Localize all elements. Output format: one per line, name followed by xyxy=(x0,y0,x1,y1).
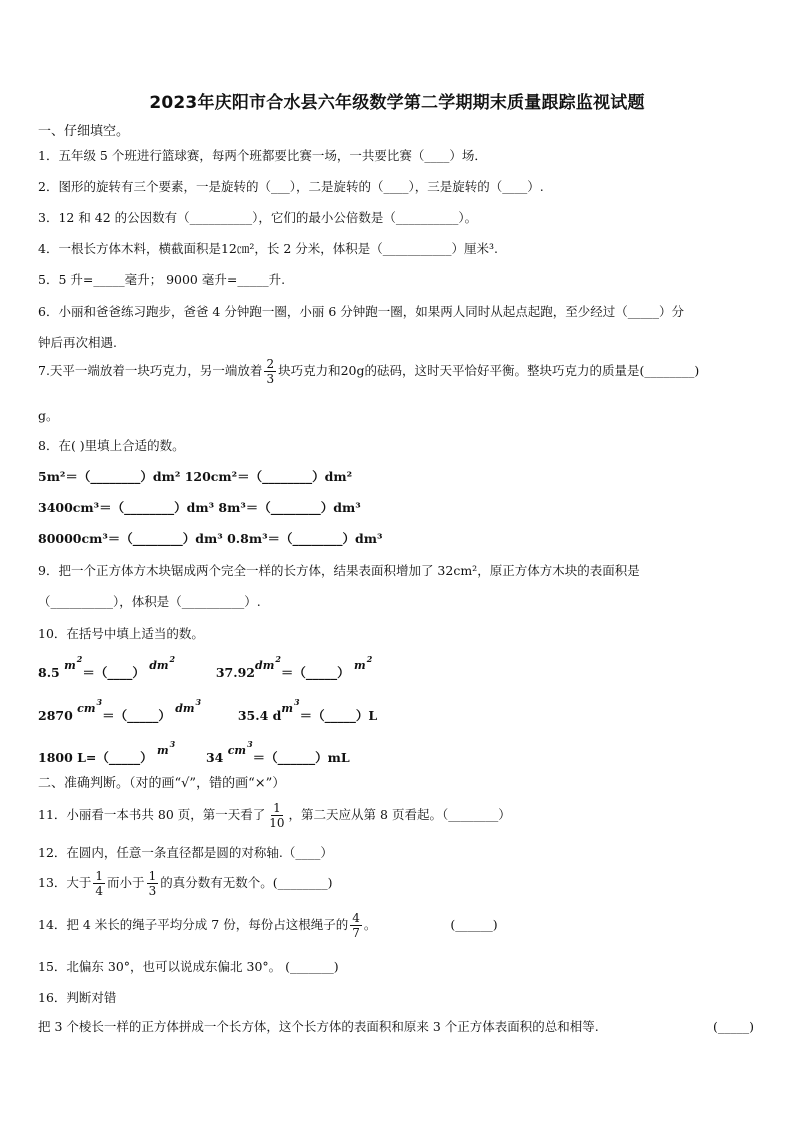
question-7-text-after: 块巧克力和20g的砝码，这时天平恰好平衡。整块巧克力的质量是(________) xyxy=(278,363,700,378)
q10-blank-3: ＝（_____） xyxy=(102,708,171,723)
fraction-one-quarter: $\frac{1}{4}$ xyxy=(95,869,104,898)
question-7-line-2: g。 xyxy=(38,408,59,423)
q10-blank-6: ＝（______）mL xyxy=(252,750,350,765)
question-9-line-1: 9．把一个正方体方木块锯成两个完全一样的长方体，结果表面积增加了 32cm²，原正方体方木块的表面积是 xyxy=(38,563,640,578)
question-7 xyxy=(38,358,699,385)
fraction-two-thirds: $\frac{2}{3}$ xyxy=(266,357,275,386)
unit-m3-b: $m^3$ xyxy=(157,739,176,757)
section-heading-fill-in: 一、仔细填空。 xyxy=(38,124,130,139)
q10-blank-4: ＝（_____）L xyxy=(299,708,378,723)
question-8-row-3: 80000cm³＝（________）dm³ 0.8m³＝（________）dm³ xyxy=(38,531,383,546)
question-15: 15．北偏东 30°，也可以说成东偏北 30°。 (_______) xyxy=(38,959,339,974)
unit-dm2-b: $dm^2$ xyxy=(255,654,281,672)
question-16: 16．判断对错 xyxy=(38,990,117,1005)
q10-blank-2: ＝（_____） xyxy=(280,665,350,680)
page-title: 2023年庆阳市合水县六年级数学第二学期期末质量跟踪监视试题 xyxy=(149,93,645,113)
question-6-line-1: 6．小丽和爸爸练习跑步，爸爸 4 分钟跑一圈，小丽 6 分钟跑一圈，如果两人同时从起点起跑，至少经过（_____）分 xyxy=(38,304,685,319)
fraction-one-third: $\frac{1}{3}$ xyxy=(148,869,157,898)
question-9-line-2: （__________），体积是（__________）. xyxy=(38,594,261,609)
q10-value-1800: 1800 L=（_____） xyxy=(38,750,153,765)
question-1: 1．五年级 5 个班进行篮球赛，每两个班都要比赛一场，一共要比赛（____）场． xyxy=(38,148,487,163)
question-13-text-before: 13．大于 xyxy=(38,875,92,890)
q10-blank-1: ＝（____） xyxy=(82,665,145,680)
unit-m3: $m^3$ xyxy=(281,697,300,715)
question-8: 8．在( )里填上合适的数。 xyxy=(38,438,185,453)
q10-value-2870: 2870 xyxy=(38,708,73,723)
question-16-statement: 把 3 个棱长一样的正方体拼成一个长方体，这个长方体的表面积和原来 3 个正方体表面积的总和相等. xyxy=(38,1019,599,1034)
q10-value-34: 34 xyxy=(205,750,224,765)
q10-value-37-92: 37.92 xyxy=(215,665,255,680)
question-16-answer-blank: (_____) xyxy=(712,1019,754,1034)
question-8-row-1: 5m²＝（________）dm² 120cm²＝（________）dm² xyxy=(38,469,353,484)
fraction-one-tenth: $\frac{1}{10}$ xyxy=(269,801,285,830)
unit-m2: $m^2$ xyxy=(64,654,83,672)
question-11-text-after: ，第二天应从第 8 页看起。（________） xyxy=(288,807,511,822)
unit-m2-b: $m^2$ xyxy=(354,654,373,672)
question-11-text-before: 11．小丽看一本书共 80 页，第一天看了 xyxy=(38,807,266,822)
question-13-text-mid: 而小于 xyxy=(107,875,145,890)
question-10: 10．在括号中填上适当的数。 xyxy=(38,626,204,641)
question-5: 5．5 升=_____毫升； 9000 毫升=_____升. xyxy=(38,272,286,287)
unit-cm3-b: $cm^3$ xyxy=(227,739,253,757)
question-14-text-before: 14．把 4 米长的绳子平均分成 7 份，每份占这根绳子的 xyxy=(38,917,349,932)
question-13-text-after: 的真分数有无数个。(________) xyxy=(160,875,333,890)
question-10-row-3 xyxy=(38,739,350,765)
unit-dm3: $dm^3$ xyxy=(175,697,202,715)
question-10-row-1 xyxy=(38,654,373,680)
question-14 xyxy=(38,912,498,939)
unit-cm3: $cm^3$ xyxy=(77,697,103,715)
question-6-line-2: 钟后再次相遇. xyxy=(38,335,117,350)
question-2: 2．图形的旋转有三个要素，一是旋转的（___），二是旋转的（____），三是旋转的（____）. xyxy=(38,179,544,194)
q10-value-8-5: 8.5 xyxy=(38,665,60,680)
question-10-row-2 xyxy=(38,697,378,723)
question-14-text-after: 。 xyxy=(363,917,377,932)
question-4: 4．一根长方体木料，横截面积是12㎝²，长 2 分米，体积是（___________）厘米³. xyxy=(38,241,499,256)
question-13 xyxy=(38,870,332,897)
fraction-four-sevenths: $\frac{4}{7}$ xyxy=(352,911,360,940)
q10-value-35-4: 35.4 d xyxy=(237,708,282,723)
question-8-row-2: 3400cm³＝（________）dm³ 8m³＝（________）dm³ xyxy=(38,500,361,515)
question-14-answer-blank: (______) xyxy=(450,917,498,932)
question-12: 12．在圆内，任意一条直径都是圆的对称轴.（____） xyxy=(38,845,333,860)
section-heading-judge: 二、准确判断。（对的画“√”，错的画“×”） xyxy=(38,776,286,791)
question-7-text-before: 7.天平一端放着一块巧克力，另一端放着 xyxy=(38,363,263,378)
question-11 xyxy=(38,802,511,829)
question-3: 3．12 和 42 的公因数有（__________），它们的最小公倍数是（__________）。 xyxy=(38,210,478,225)
unit-dm2: $dm^2$ xyxy=(149,654,176,672)
